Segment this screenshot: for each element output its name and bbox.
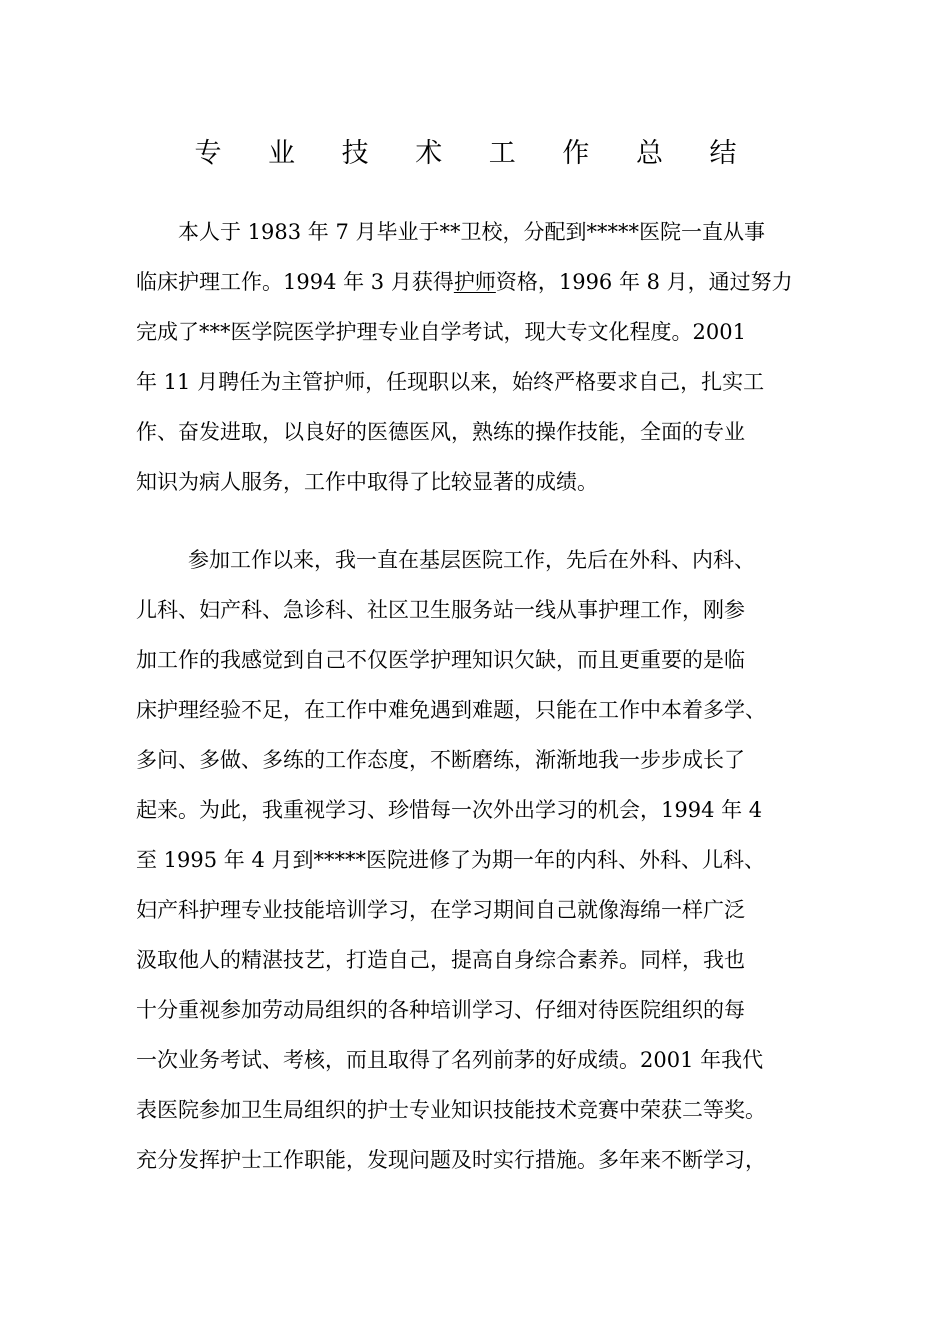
paragraph-1-line-4: 年 11 月聘任为主管护师，任现职以来，始终严格要求自己，扎实工 [136,370,765,394]
paragraph-1-line-2-part-2: 资格，1996 年 8 月，通过努力 [495,270,793,294]
paragraph-2-line-6: 起来。为此，我重视学习、珍惜每一次外出学习的机会，1994 年 4 [136,798,763,822]
paragraph-2-line-2: 儿科、妇产科、急诊科、社区卫生服务站一线从事护理工作，刚参 [136,598,745,622]
paragraph-2-line-3: 加工作的我感觉到自己不仅医学护理知识欠缺，而且更重要的是临 [136,648,745,672]
paragraph-2-line-7: 至 1995 年 4 月到*****医院进修了为期一年的内科、外科、儿科、 [136,848,766,872]
underlined-term: 护师 [453,270,496,294]
paragraph-2-line-11: 一次业务考试、考核，而且取得了名列前茅的好成绩。2001 年我代 [136,1048,764,1072]
paragraph-2-line-1: 参加工作以来，我一直在基层医院工作，先后在外科、内科、 [188,548,755,572]
paragraph-1-line-6: 知识为病人服务，工作中取得了比较显著的成绩。 [136,470,598,494]
paragraph-1-line-3: 完成了***医学院医学护理专业自学考试，现大专文化程度。2001 [136,320,746,344]
paragraph-1-line-2-part-1: 临床护理工作。1994 年 3 月获得 [136,270,454,294]
paragraph-2-line-12: 表医院参加卫生局组织的护士专业知识技能技术竞赛中荣获二等奖。 [136,1098,766,1122]
paragraph-2-line-4: 床护理经验不足，在工作中难免遇到难题，只能在工作中本着多学、 [136,698,766,722]
paragraph-1-line-2 [136,262,836,302]
paragraph-2-line-9: 汲取他人的精湛技艺，打造自己，提高自身综合素养。同样，我也 [136,948,745,972]
paragraph-2-line-10: 十分重视参加劳动局组织的各种培训学习、仔细对待医院组织的每 [136,998,745,1022]
paragraph-1-line-1: 本人于 1983 年 7 月毕业于**卫校，分配到*****医院一直从事 [178,220,766,244]
document-title: 专 业 技 术 工 作 总 结 [194,138,756,169]
paragraph-2-line-8: 妇产科护理专业技能培训学习，在学习期间自己就像海绵一样广泛 [136,898,745,922]
paragraph-2-line-5: 多问、多做、多练的工作态度，不断磨练，渐渐地我一步步成长了 [136,748,745,772]
paragraph-2-line-13: 充分发挥护士工作职能，发现问题及时实行措施。多年来不断学习， [136,1148,766,1172]
paragraph-1-line-5: 作、奋发进取，以良好的医德医风，熟练的操作技能，全面的专业 [136,420,745,444]
